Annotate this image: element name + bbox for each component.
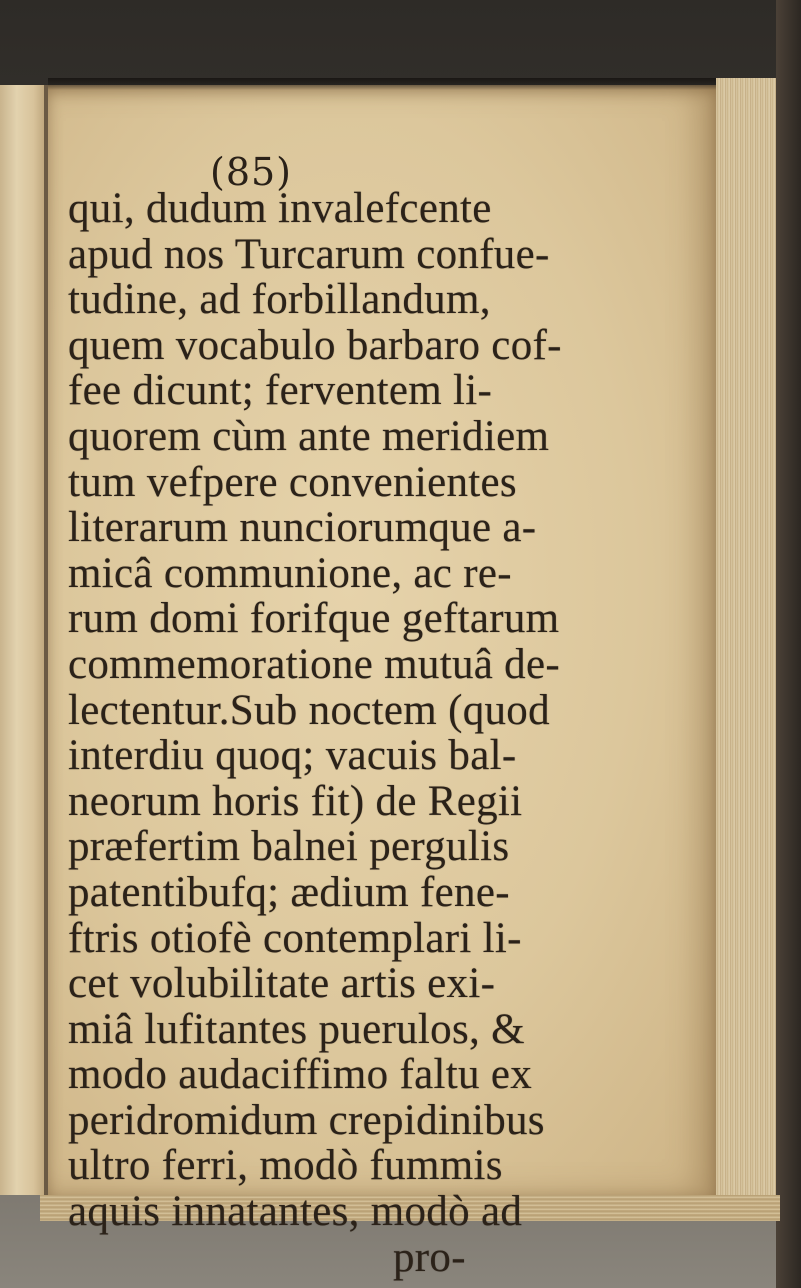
text-line: ultro ferri, modò fummis (68, 1142, 503, 1190)
page-top-shadow (48, 78, 718, 90)
text-line: interdiu quoq; vacuis bal- (68, 732, 517, 780)
text-line: literarum nunciorumque a- (68, 504, 537, 552)
text-line: apud nos Turcarum confue- (68, 230, 550, 278)
text-line: patentibufq; ædium fene- (68, 868, 510, 916)
text-line: fee dicunt; ferventem li- (68, 367, 493, 415)
text-line: neorum horis fit) de Regii (68, 777, 523, 825)
text-line: tudine, ad forbillandum, (68, 276, 491, 324)
text-line: præfertim balnei pergulis (68, 823, 510, 871)
text-line: tum vefpere convenientes (68, 458, 517, 506)
text-line: modo audaciffimo faltu ex (68, 1051, 533, 1099)
catchword: pro- (393, 1233, 466, 1281)
body-text (68, 186, 668, 1280)
text-line: quem vocabulo barbaro cof- (68, 321, 562, 369)
text-line: qui, dudum invalefcente (68, 185, 492, 232)
book-cover-edge (776, 0, 801, 1288)
text-line: ftris otiofè contemplari li- (68, 914, 522, 962)
text-line: commemoratione mutuâ de- (68, 640, 560, 688)
page-number: (85) (210, 150, 293, 194)
text-line: quorem cùm ante meridiem (68, 412, 550, 460)
fore-edge (716, 78, 776, 1203)
text-line: rum domi forifque geftarum (68, 595, 560, 643)
text-line: micâ communione, ac re- (68, 549, 512, 597)
left-page-edges (0, 85, 48, 1195)
text-line: cet volubilitate artis exi- (68, 960, 496, 1008)
text-line: aquis innatantes, modò ad (68, 1188, 523, 1236)
text-line: peridromidum crepidinibus (68, 1096, 545, 1144)
text-line: lectentur.Sub noctem (quod (68, 686, 550, 734)
text-line: miâ lufitantes puerulos, & (68, 1005, 525, 1053)
